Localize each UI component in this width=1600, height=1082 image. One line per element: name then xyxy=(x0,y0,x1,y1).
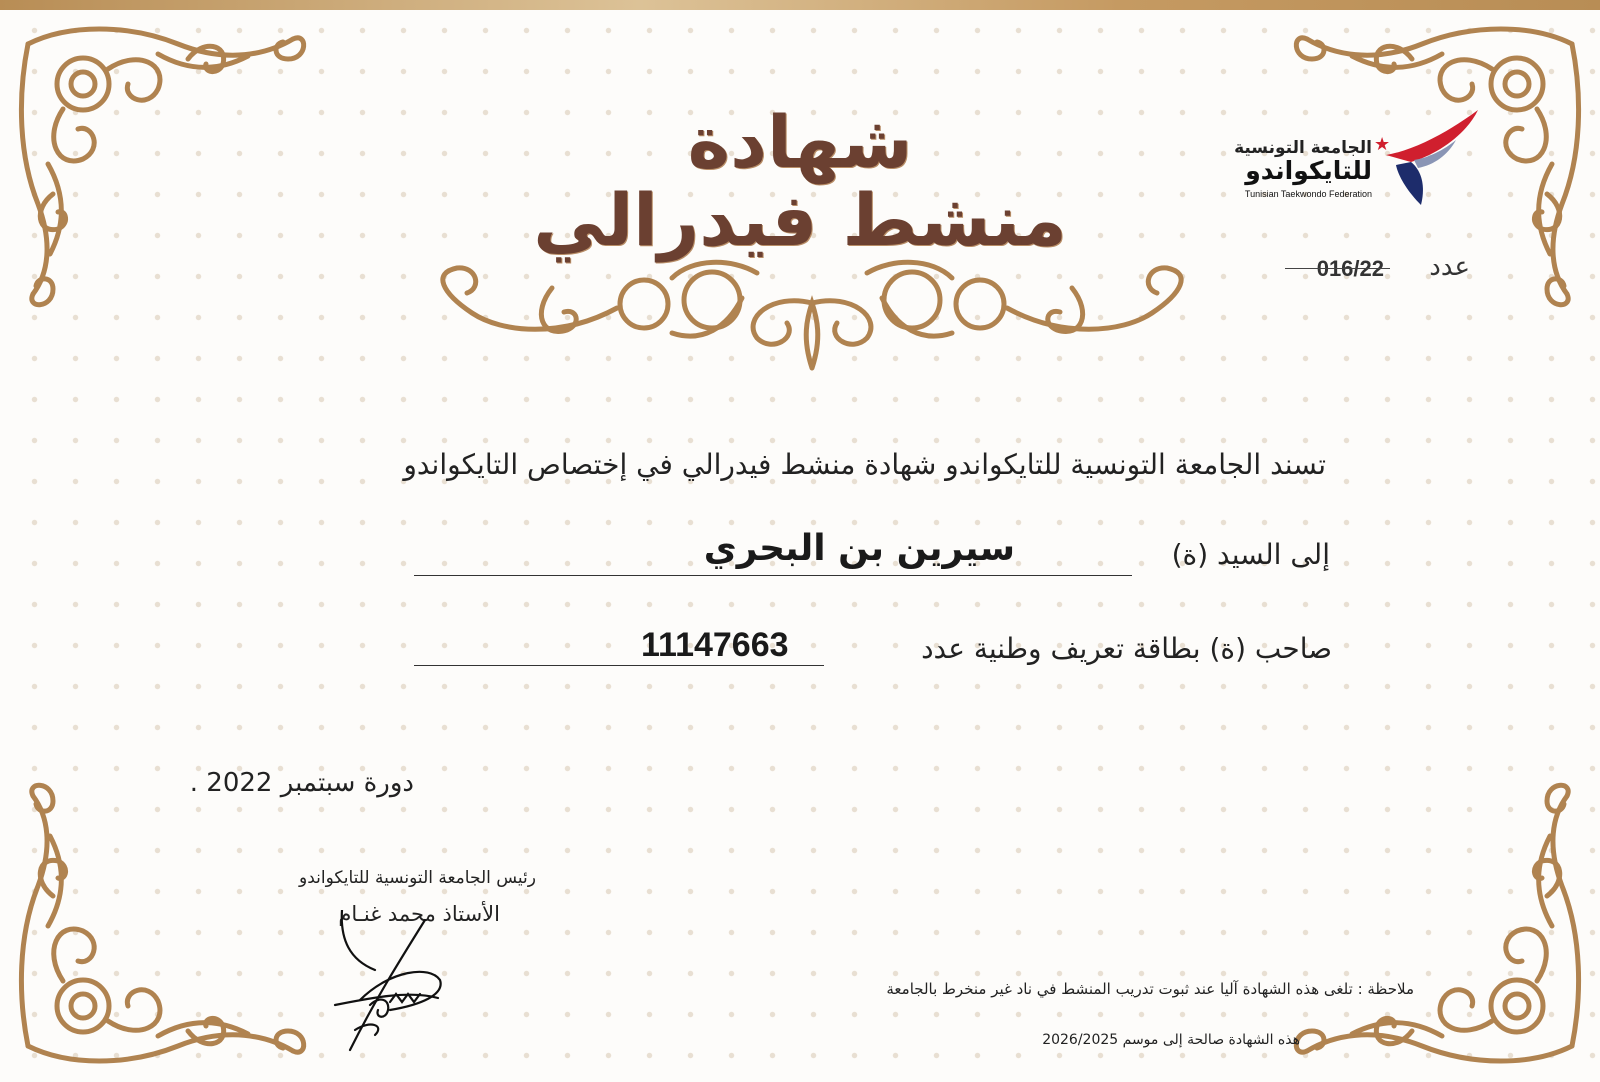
note-text: ملاحظة : تلغى هذه الشهادة آليا عند ثبوت تدريب المنشط في ناد غير منخرط بالجامعة xyxy=(886,980,1414,998)
president-name: الأستاذ محمد غنـام xyxy=(338,902,500,926)
logo-arabic-line1: الجامعة التونسية xyxy=(1234,138,1372,158)
national-id-label: صاحب (ة) بطاقة تعريف وطنية عدد xyxy=(921,632,1332,665)
recipient-name: سيرين بن البحري xyxy=(703,528,1015,569)
logo-arabic-line2: للتايكواندو xyxy=(1245,156,1372,185)
national-id-underline xyxy=(414,665,824,666)
signature-mark xyxy=(330,910,480,1060)
ornament-corner-top-left xyxy=(8,14,328,314)
ornament-divider xyxy=(412,258,1212,378)
certificate-subtitle: منشط فيدرالي xyxy=(533,178,1067,262)
certificate-number-line xyxy=(1285,268,1390,269)
certificate-number xyxy=(1270,250,1470,290)
taekwondo-kicker-icon xyxy=(1366,110,1486,210)
certificate-number-value: 016/22 xyxy=(1316,256,1384,281)
intro-text: تسند الجامعة التونسية للتايكواندو شهادة منشط فيدرالي في إختصاص التايكواندو xyxy=(403,448,1326,481)
certificate-number-label: عدد xyxy=(1429,252,1470,282)
validity-text: هذه الشهادة صالحة إلى موسم 2026/2025 xyxy=(1042,1032,1300,1048)
national-id-number: 11147663 xyxy=(641,626,789,664)
president-title: رئيس الجامعة التونسية للتايكواندو xyxy=(299,868,536,888)
certificate-title: شهادة xyxy=(687,100,913,184)
top-border-band xyxy=(0,0,1600,10)
ornament-corner-bottom-left xyxy=(8,776,328,1076)
logo-english-name: Tunisian Taekwondo Federation xyxy=(1244,189,1372,199)
recipient-underline xyxy=(414,575,1132,576)
session-text: دورة سبتمبر 2022 . xyxy=(189,768,414,798)
federation-logo xyxy=(1232,110,1492,210)
ornament-corner-bottom-right xyxy=(1272,776,1592,1076)
recipient-label: إلى السيد (ة) xyxy=(1171,538,1330,571)
svg-text:★: ★ xyxy=(1374,134,1391,155)
